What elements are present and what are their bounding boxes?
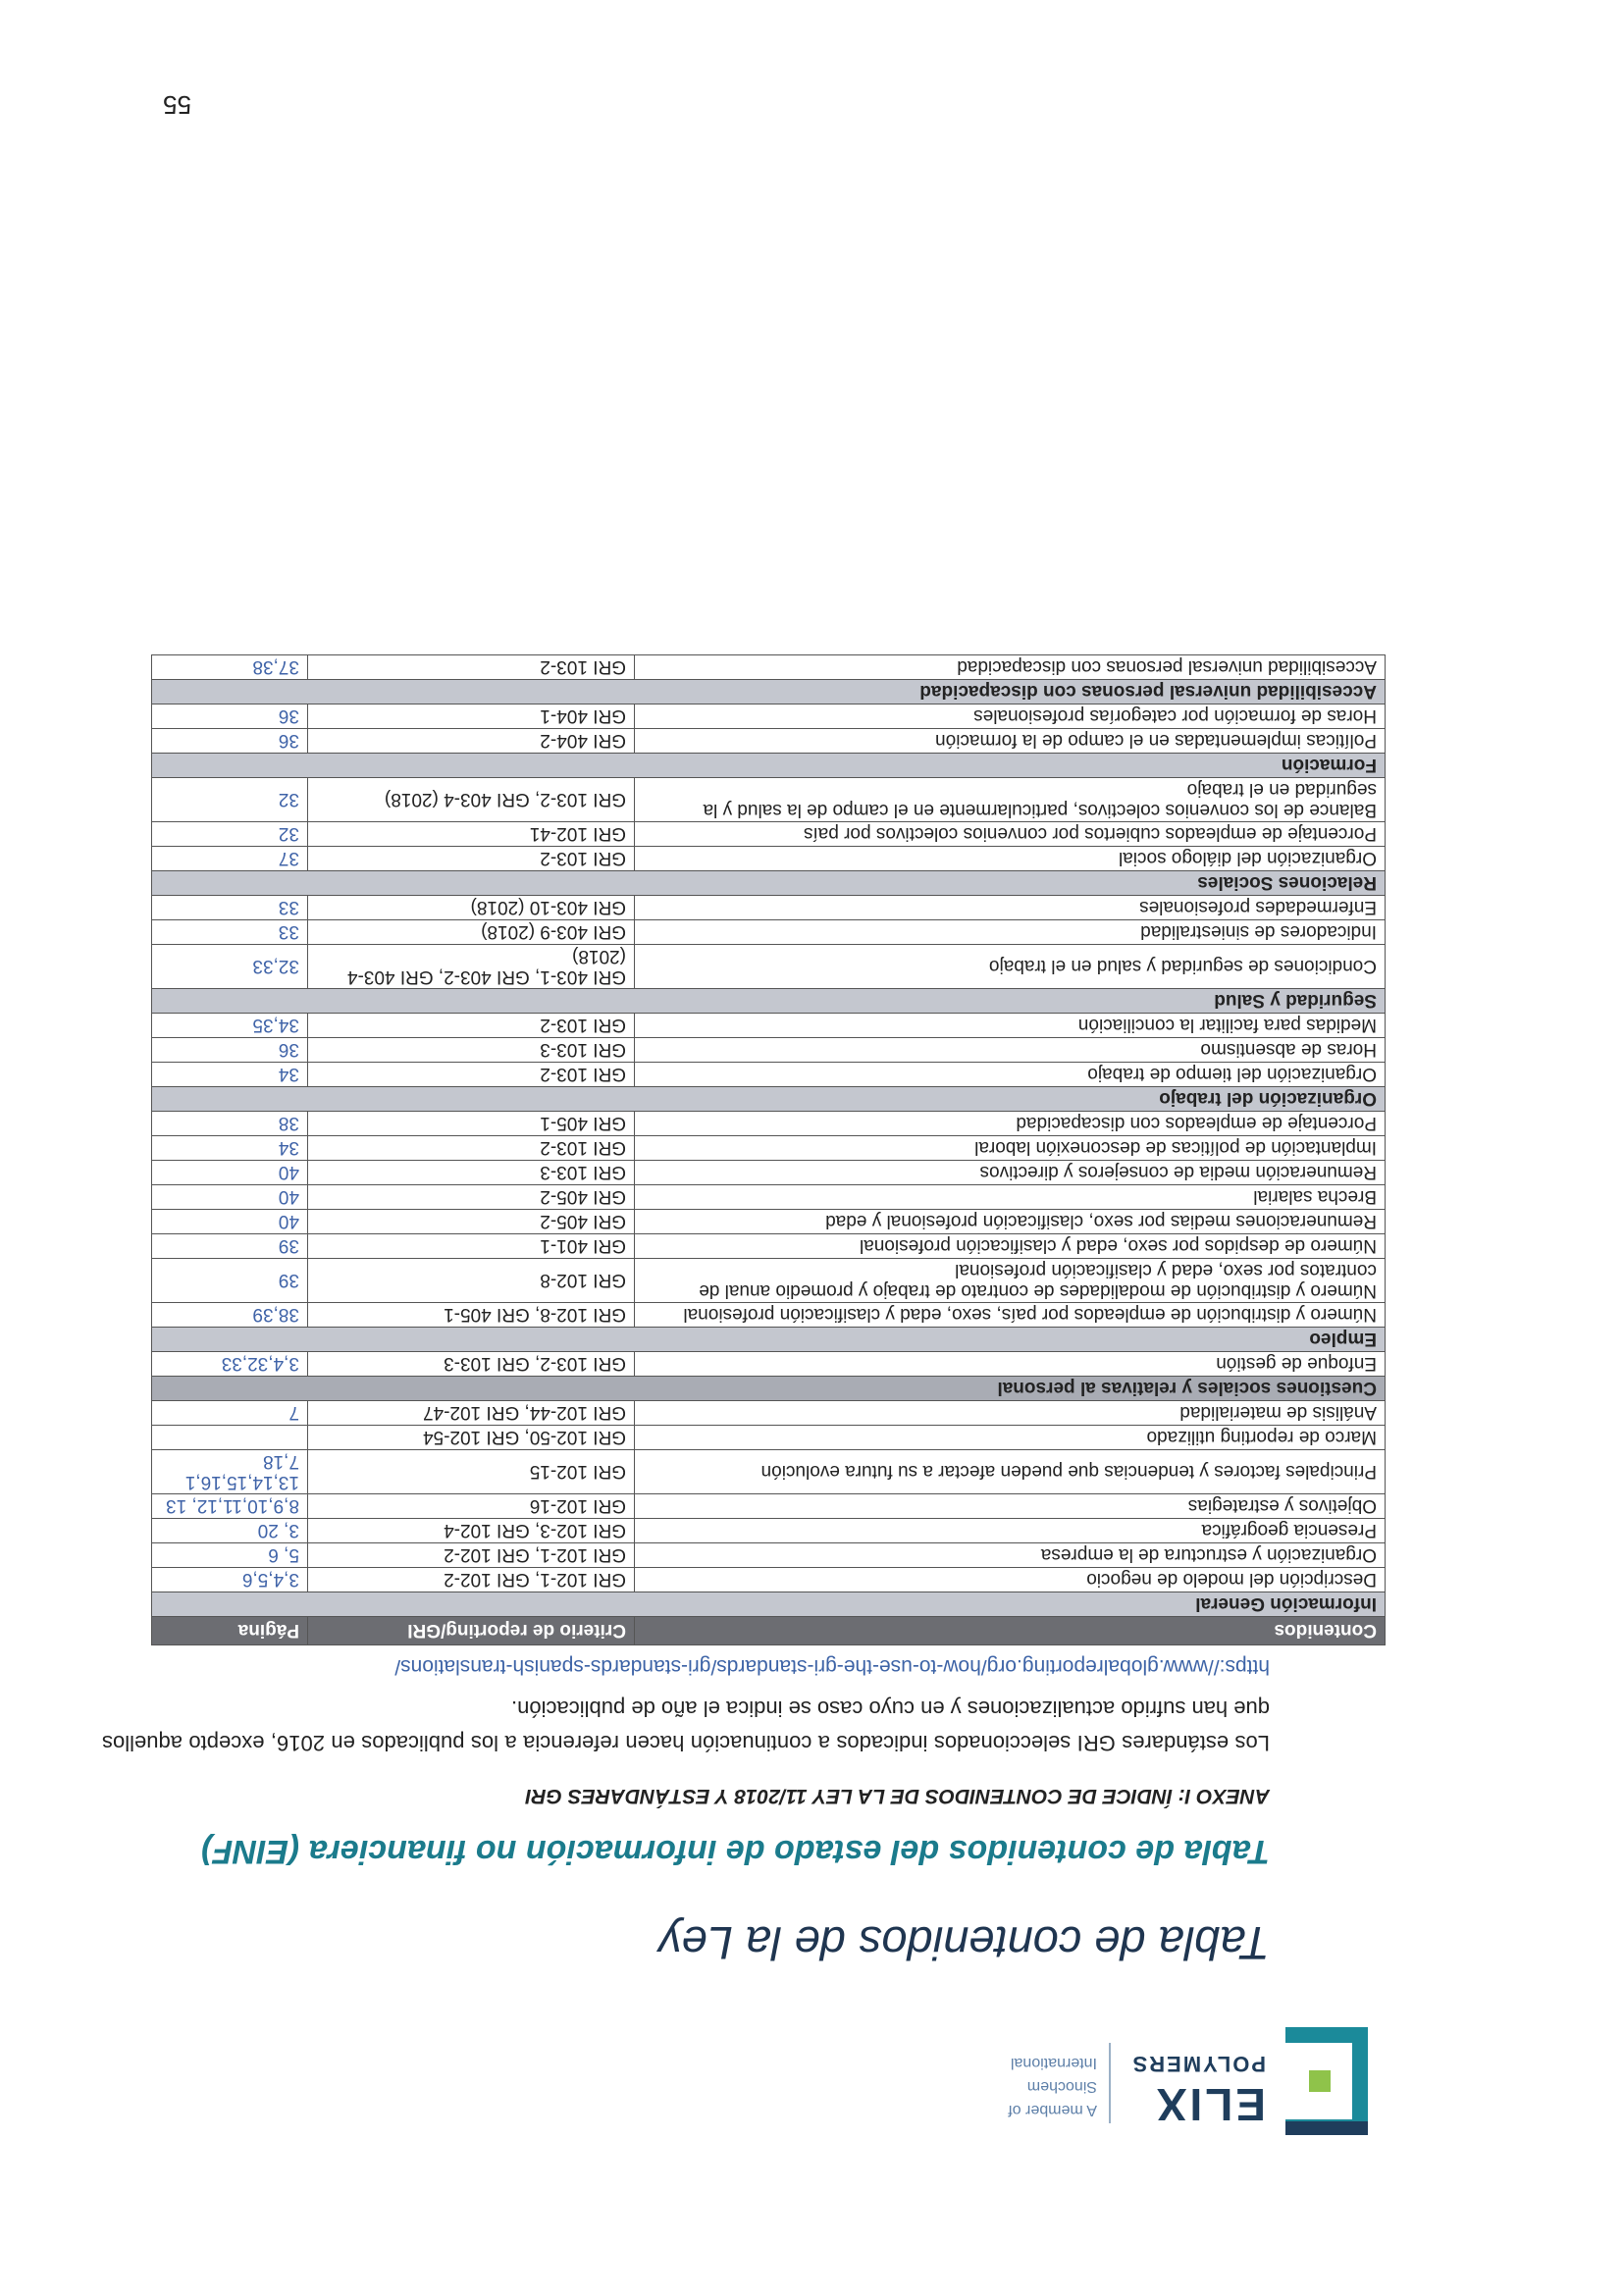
column-header-criteria: Criterio de reporting/GRI (308, 1617, 635, 1645)
table-row (152, 1543, 1386, 1568)
table-section-row (152, 1592, 1386, 1617)
content-cell: Brecha salarial (635, 1185, 1386, 1210)
content-cell: Organización y estructura de la empresa (635, 1543, 1386, 1568)
section-label: Formación (152, 754, 1386, 778)
table-row (152, 920, 1386, 945)
table-section-row (152, 1087, 1386, 1112)
section-label: Cuestiones sociales y relativas al personal (152, 1377, 1386, 1401)
page-cell: 3, 20 (152, 1519, 308, 1543)
page-cell: 33 (152, 920, 308, 945)
table-header-row (152, 1617, 1386, 1645)
page-title: Tabla de contenidos de la Ley (658, 1917, 1270, 1969)
table-row (152, 1303, 1386, 1328)
page-cell: 8,9,10,11,12, 13 (152, 1494, 308, 1519)
criteria-cell: GRI 102-16 (308, 1494, 635, 1519)
table-row (152, 1136, 1386, 1161)
table-row (152, 1185, 1386, 1210)
content-cell: Presencia geográfica (635, 1519, 1386, 1543)
logo-divider (1109, 2043, 1111, 2123)
content-cell: Porcentaje de empleados cubiertos por convenios colectivos por país (635, 822, 1386, 847)
criteria-cell: GRI 405-2 (308, 1185, 635, 1210)
criteria-cell: GRI 102-15 (308, 1450, 635, 1494)
page-cell: 40 (152, 1185, 308, 1210)
page-cell: 38,39 (152, 1303, 308, 1328)
table-section-row (152, 680, 1386, 704)
table-section-row (152, 754, 1386, 778)
content-cell: Descripción del modelo de negocio (635, 1568, 1386, 1592)
column-header-page: Página (152, 1617, 308, 1645)
content-cell: Políticas implementadas en el campo de la formación (635, 729, 1386, 754)
content-cell: Organización del tiempo de trabajo (635, 1063, 1386, 1087)
content-cell: Organización del diálogo social (635, 847, 1386, 871)
content-cell: Implantación de políticas de desconexión laboral (635, 1136, 1386, 1161)
annex-title: ANEXO I: ÍNDICE DE CONTENIDOS DE LA LEY 11/2018 Y ESTÁNDARES GRI (525, 1785, 1270, 1807)
section-label: Accesibilidad universal personas con discapacidad (152, 680, 1386, 704)
elix-polymers-logo (858, 2017, 1368, 2135)
page-cell: 36 (152, 704, 308, 729)
intro-paragraph: Los estándares GRI seleccionados indicados a continuación hacen referencia a los publicados en 2016, excepto aquellos que han sufrido actualizaciones y en cuyo caso se indica el año de publicación. (102, 1696, 1270, 1755)
criteria-cell: GRI 103-3 (308, 1038, 635, 1063)
criteria-cell: GRI 103-2, GRI 403-4 (2018) (308, 778, 635, 822)
page-cell: 32,33 (152, 945, 308, 989)
criteria-cell: GRI 103-2 (308, 1063, 635, 1087)
criteria-cell: GRI 403-9 (2018) (308, 920, 635, 945)
page-cell: 3,4,5,6 (152, 1568, 308, 1592)
content-cell: Número y distribución de modalidades de contrato de trabajo y promedio anual de contratos por sexo, edad y clasificación profesional (635, 1259, 1386, 1303)
table-body (152, 655, 1386, 1617)
criteria-cell: GRI 103-2 (308, 1136, 635, 1161)
page-cell: 34,35 (152, 1014, 308, 1038)
criteria-cell: GRI 405-1 (308, 1112, 635, 1136)
criteria-cell: GRI 401-1 (308, 1234, 635, 1259)
logo-member-line: A member of (1008, 2102, 1097, 2118)
criteria-cell: GRI 102-44, GRI 102-47 (308, 1401, 635, 1426)
content-cell: Porcentaje de empleados con discapacidad (635, 1112, 1386, 1136)
page-cell: 32 (152, 822, 308, 847)
table-row (152, 655, 1386, 680)
page-cell: 3,4,32,33 (152, 1352, 308, 1377)
criteria-cell: GRI 103-2, GRI 103-3 (308, 1352, 635, 1377)
criteria-cell: GRI 103-2 (308, 655, 635, 680)
table-row (152, 1401, 1386, 1426)
table-row (152, 1038, 1386, 1063)
table-section-row (152, 871, 1386, 896)
criteria-cell: GRI 102-1, GRI 102-2 (308, 1543, 635, 1568)
content-cell: Accesibilidad universal personas con discapacidad (635, 655, 1386, 680)
page-cell: 34 (152, 1136, 308, 1161)
criteria-cell: GRI 405-2 (308, 1210, 635, 1234)
page-cell: 36 (152, 729, 308, 754)
content-cell: Horas de absentismo (635, 1038, 1386, 1063)
criteria-cell: GRI 102-8 (308, 1259, 635, 1303)
page-cell: 37 (152, 847, 308, 871)
table-row (152, 1063, 1386, 1087)
content-cell: Remuneración media de consejeros y directivos (635, 1161, 1386, 1185)
table-row (152, 822, 1386, 847)
criteria-cell: GRI 103-2 (308, 1014, 635, 1038)
content-cell: Indicadores de siniestralidad (635, 920, 1386, 945)
content-cell: Número y distribución de empleados por país, sexo, edad y clasificación profesional (635, 1303, 1386, 1328)
section-label: Relaciones Sociales (152, 871, 1386, 896)
table-row (152, 1161, 1386, 1185)
table-row (152, 1210, 1386, 1234)
content-cell: Número de despidos por sexo, edad y clasificación profesional (635, 1234, 1386, 1259)
page-cell: 7 (152, 1401, 308, 1426)
criteria-cell: GRI 103-3 (308, 1161, 635, 1185)
content-cell: Principales factores y tendencias que pueden afectar a su futura evolución (635, 1450, 1386, 1494)
page-cell (152, 1426, 308, 1450)
criteria-cell: GRI 404-1 (308, 704, 635, 729)
page-cell: 39 (152, 1234, 308, 1259)
elix-logo-mark-icon (1285, 2027, 1368, 2135)
content-cell: Balance de los convenios colectivos, particularmente en el campo de la salud y la seguridad en el trabajo (635, 778, 1386, 822)
criteria-cell: GRI 103-2 (308, 847, 635, 871)
criteria-cell: GRI 102-41 (308, 822, 635, 847)
contents-table (151, 654, 1386, 1645)
criteria-cell: GRI 102-1, GRI 102-2 (308, 1568, 635, 1592)
criteria-cell: GRI 102-8, GRI 405-1 (308, 1303, 635, 1328)
table-section-row (152, 1377, 1386, 1401)
section-label: Seguridad y Salud (152, 989, 1386, 1014)
table-row (152, 704, 1386, 729)
table-row (152, 896, 1386, 920)
logo-member-text (1008, 2051, 1097, 2121)
logo-sub: POLYMERS (1130, 2052, 1266, 2076)
table-section-row (152, 989, 1386, 1014)
logo-member-line: Sinochem (1026, 2078, 1097, 2095)
page-cell: 13,14,15,16,1 7,18 (152, 1450, 308, 1494)
page-cell: 39 (152, 1259, 308, 1303)
page-cell: 40 (152, 1161, 308, 1185)
content-cell: Objetivos y estrategias (635, 1494, 1386, 1519)
table-row (152, 1426, 1386, 1450)
content-cell: Horas de formación por categorías profesionales (635, 704, 1386, 729)
section-label: Empleo (152, 1328, 1386, 1352)
content-cell: Análisis de materialidad (635, 1401, 1386, 1426)
criteria-cell: GRI 102-3, GRI 102-4 (308, 1519, 635, 1543)
page-cell: 37,38 (152, 655, 308, 680)
criteria-cell: GRI 102-50, GRI 102-54 (308, 1426, 635, 1450)
table-row (152, 1568, 1386, 1592)
content-cell: Enfermedades profesionales (635, 896, 1386, 920)
content-cell: Marco de reporting utilizado (635, 1426, 1386, 1450)
page-cell: 36 (152, 1038, 308, 1063)
criteria-cell: GRI 404-2 (308, 729, 635, 754)
table-row (152, 778, 1386, 822)
table-row (152, 1494, 1386, 1519)
table-row (152, 1014, 1386, 1038)
table-row (152, 1234, 1386, 1259)
page-cell: 32 (152, 778, 308, 822)
page-cell: 38 (152, 1112, 308, 1136)
table-row (152, 1112, 1386, 1136)
table-row (152, 1519, 1386, 1543)
gri-translations-link[interactable]: https://www.globalreporting.org/how-to-use-the-gri-standards/gri-standards-spanish-translations/ (394, 1655, 1270, 1678)
criteria-cell: GRI 403-10 (2018) (308, 896, 635, 920)
table-row (152, 1259, 1386, 1303)
page-cell: 40 (152, 1210, 308, 1234)
table-row (152, 1450, 1386, 1494)
table-row (152, 847, 1386, 871)
section-title: Tabla de contenidos del estado de información no financiera (EINF) (201, 1833, 1270, 1870)
page-number: 55 (163, 90, 191, 120)
section-label: Organización del trabajo (152, 1087, 1386, 1112)
page-cell: 5, 6 (152, 1543, 308, 1568)
column-header-contents: Contenidos (635, 1617, 1386, 1645)
content-cell: Condiciones de seguridad y salud en el trabajo (635, 945, 1386, 989)
content-cell: Remuneraciones medias por sexo, clasificación profesional y edad (635, 1210, 1386, 1234)
page-cell: 33 (152, 896, 308, 920)
logo-brand: ELIX (1153, 2079, 1266, 2130)
table-row (152, 729, 1386, 754)
table-row (152, 945, 1386, 989)
page-cell: 34 (152, 1063, 308, 1087)
content-cell: Enfoque de gestión (635, 1352, 1386, 1377)
content-cell: Medidas para facilitar la conciliación (635, 1014, 1386, 1038)
criteria-cell: GRI 403-1, GRI 403-2, GRI 403-4 (2018) (308, 945, 635, 989)
table-row (152, 1352, 1386, 1377)
section-label: Información General (152, 1592, 1386, 1617)
logo-member-line: International (1010, 2055, 1097, 2071)
table-section-row (152, 1328, 1386, 1352)
